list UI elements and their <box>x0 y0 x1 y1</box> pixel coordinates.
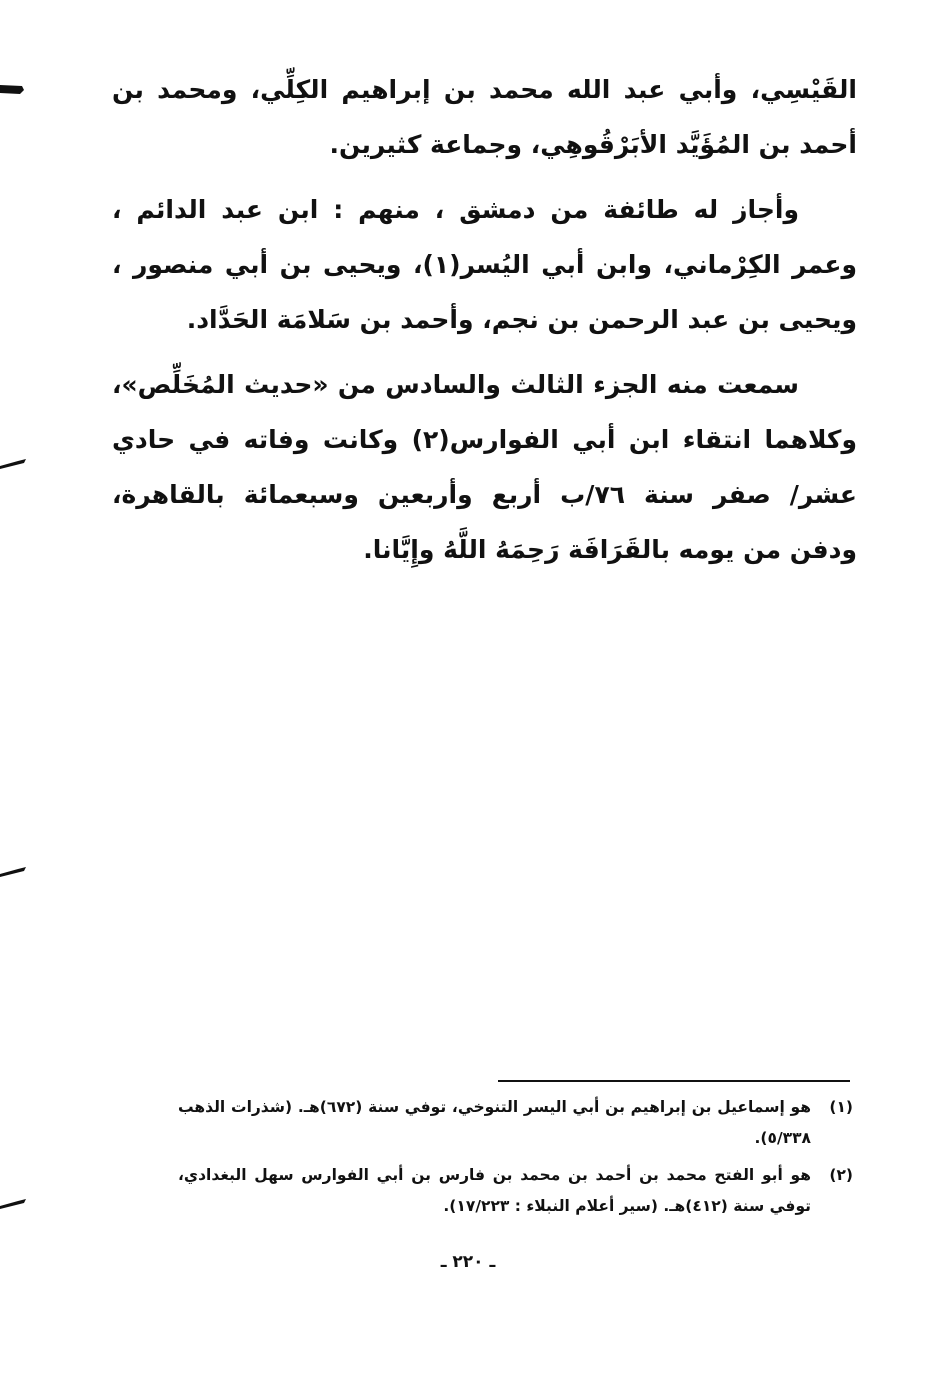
footnote <box>178 1160 853 1222</box>
footnote-number: (١) <box>829 1098 853 1116</box>
scan-edge-mark <box>0 1196 26 1210</box>
footnote <box>178 1092 853 1154</box>
scan-edge-mark <box>0 456 26 470</box>
footnote-separator <box>498 1080 850 1082</box>
paragraph: وأجاز له طائفة من دمشق ، منهم : ابن عبد الدائم ، وعمر الكِرْماني، وابن أبي اليُسر(١)، ويحيى بن أبي منصور ، ويحيى بن عبد الرحمن بن نجم، وأحمد بن سَلامَة الحَدَّاد. <box>112 195 857 334</box>
page-number: ـ ٢٢٠ ـ <box>440 1252 496 1272</box>
footnote-text: هو إسماعيل بن إبراهيم بن أبي اليسر التنوخي، توفي سنة (٦٧٢)هـ. (شذرات الذهب ٥/٣٣٨). <box>178 1098 811 1147</box>
footnotes <box>178 1092 853 1228</box>
paragraph: القَيْسِي، وأبي عبد الله محمد بن إبراهيم الكِلِّي، ومحمد بن أحمد بن المُؤَيَّد الأبَرْقُوهِي، وجماعة كثيرين. <box>112 75 857 159</box>
main-text <box>112 62 857 587</box>
paragraph: سمعت منه الجزء الثالث والسادس من «حديث المُخَلِّص»، وكلاهما انتقاء ابن أبي الفوارس(٢) وكانت وفاته في حادي عشر/ صفر سنة ٧٦/ب أربع وأربعين وسبعمائة بالقاهرة، ودفن من يومه بالقَرَافَة رَحِمَهُ اللَّهُ وإِيَّانا. <box>112 370 857 564</box>
footnote-text: هو أبو الفتح محمد بن أحمد بن محمد بن فارس بن أبي الفوارس سهل البغدادي، توفي سنة (٤١٢)هـ. (سير أعلام النبلاء : ١٧/٢٢٣). <box>178 1166 811 1215</box>
footnote-number: (٢) <box>829 1166 853 1184</box>
scan-edge-mark <box>0 82 26 96</box>
scan-edge-mark <box>0 864 26 878</box>
